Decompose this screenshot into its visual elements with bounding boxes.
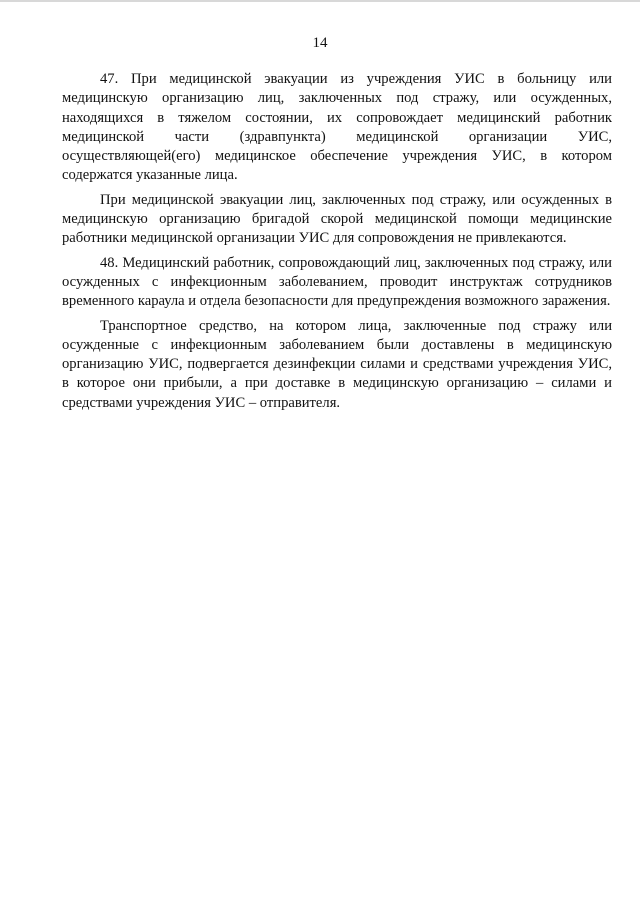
page-top-edge xyxy=(0,0,640,2)
paragraph-47-continued: При медицинской эвакуации лиц, заключенных под стражу, или осужденных в медицинскую организацию бригадой скорой медицинской помощи медицинские работники медицинской организации УИС для сопровождения не привлекаются. xyxy=(62,191,612,247)
paragraph-47: 47. При медицинской эвакуации из учреждения УИС в больницу или медицинскую организацию лиц, заключенных под стражу, или осужденных, находящихся в тяжелом состоянии, их сопровождает медицинский работник медицинской части (здравпункта) медицинской организации УИС, осуществляющей(его) медицинское обеспечение учреждения УИС, в котором содержатся указанные лица. xyxy=(62,71,612,184)
paragraph-48: 48. Медицинский работник, сопровождающий лиц, заключенных под стражу, или осужденных с инфекционным заболеванием, проводит инструктаж сотрудников временного караула и отдела безопасности для предупреждения возможного заражения. xyxy=(62,254,612,310)
page-number: 14 xyxy=(312,35,328,51)
paragraph-48-continued: Транспортное средство, на котором лица, заключенные под стражу или осужденные с инфекционным заболеванием были доставлены в медицинскую организацию УИС, подвергается дезинфекции силами и средствами учреждения УИС, в которое они прибыли, а при доставке в медицинскую организацию – силами и средствами учреждения УИС – отправителя. xyxy=(62,317,612,411)
document-body xyxy=(62,70,612,418)
